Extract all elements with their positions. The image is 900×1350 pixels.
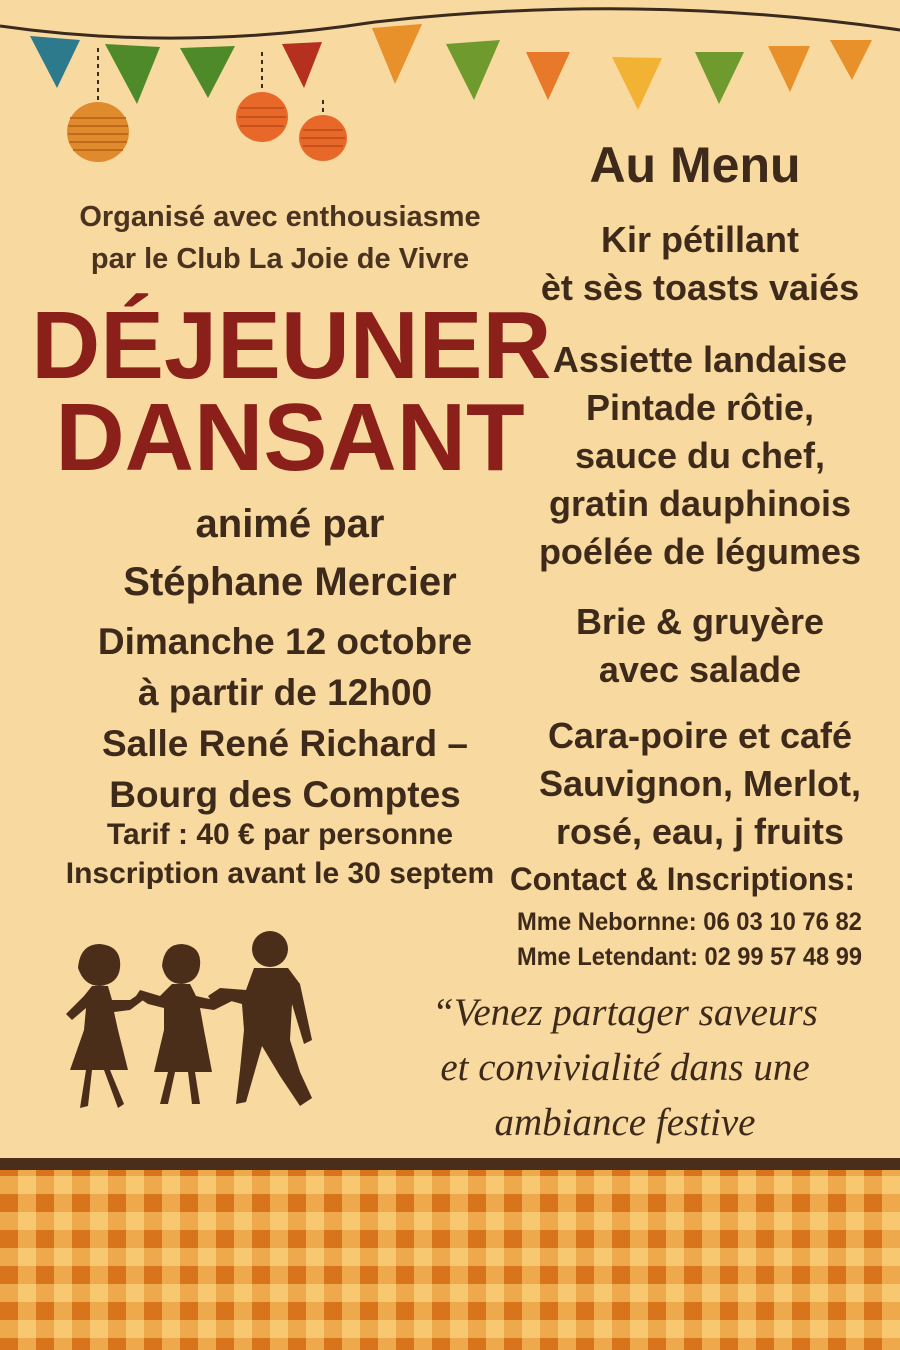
- organizer-text: [30, 196, 530, 280]
- menu-item: Brie & gruyère: [575, 601, 825, 642]
- venue-line2: Bourg des Comptes: [109, 774, 461, 815]
- menu-item: Assiette landaise: [552, 339, 848, 380]
- menu-item: Sauvignon, Merlot,: [538, 763, 861, 804]
- menu-item: sauce du chef,: [574, 435, 826, 476]
- host-name: Stéphane Mercier: [123, 560, 457, 604]
- quote-line2: et convivialité dans une: [440, 1046, 810, 1089]
- quote-line3: ambiance festive: [494, 1101, 756, 1144]
- event-title: [30, 292, 552, 491]
- venue-line1: Salle René Richard –: [101, 723, 469, 764]
- contact-person2: Mme Letendant: 02 99 57 48 99: [517, 943, 862, 971]
- contact-title: Contact & Inscriptions:: [510, 861, 855, 897]
- menu-item: èt sès toasts vaiés: [540, 267, 860, 308]
- menu-title: Au Menu: [589, 137, 801, 193]
- gingham-tablecloth: [0, 1158, 900, 1350]
- title-line1: DÉJEUNER: [31, 292, 552, 399]
- menu-item: Pintade rôtie,: [585, 387, 815, 428]
- title-line2: DANSANT: [55, 384, 525, 491]
- quote-line1: “Venez partager saveurs: [432, 991, 818, 1034]
- organizer-line2: par le Club La Joie de Vivre: [90, 243, 470, 275]
- host-text: [40, 495, 540, 611]
- pricing-text: [30, 815, 530, 893]
- menu-item: avec salade: [598, 649, 802, 690]
- menu-item: Cara-poire et café: [547, 715, 853, 756]
- event-time: à partir de 12h00: [137, 672, 433, 713]
- menu-item: gratin dauphinois: [549, 483, 851, 524]
- event-details: [40, 616, 530, 820]
- organizer-line1: Organisé avec enthousiasme: [79, 201, 481, 233]
- menu-item: rosé, eau, j fruits: [555, 811, 845, 852]
- menu-item: Kir pétillant: [600, 219, 800, 260]
- menu-cheese: [520, 598, 880, 694]
- menu-aperitif: [520, 216, 880, 312]
- menu-mains: [520, 336, 880, 576]
- host-line1: animé par: [195, 502, 385, 546]
- menu-dessert: [520, 712, 880, 856]
- price: Tarif : 40 € par personne: [106, 818, 454, 851]
- registration-deadline: Inscription avant le 30 septem: [65, 857, 495, 890]
- event-date: Dimanche 12 octobre: [97, 621, 473, 662]
- invitation-quote: [395, 985, 855, 1150]
- contact-person1: Mme Nebornne: 06 03 10 76 82: [517, 908, 862, 936]
- menu-item: poélée de légumes: [538, 531, 862, 572]
